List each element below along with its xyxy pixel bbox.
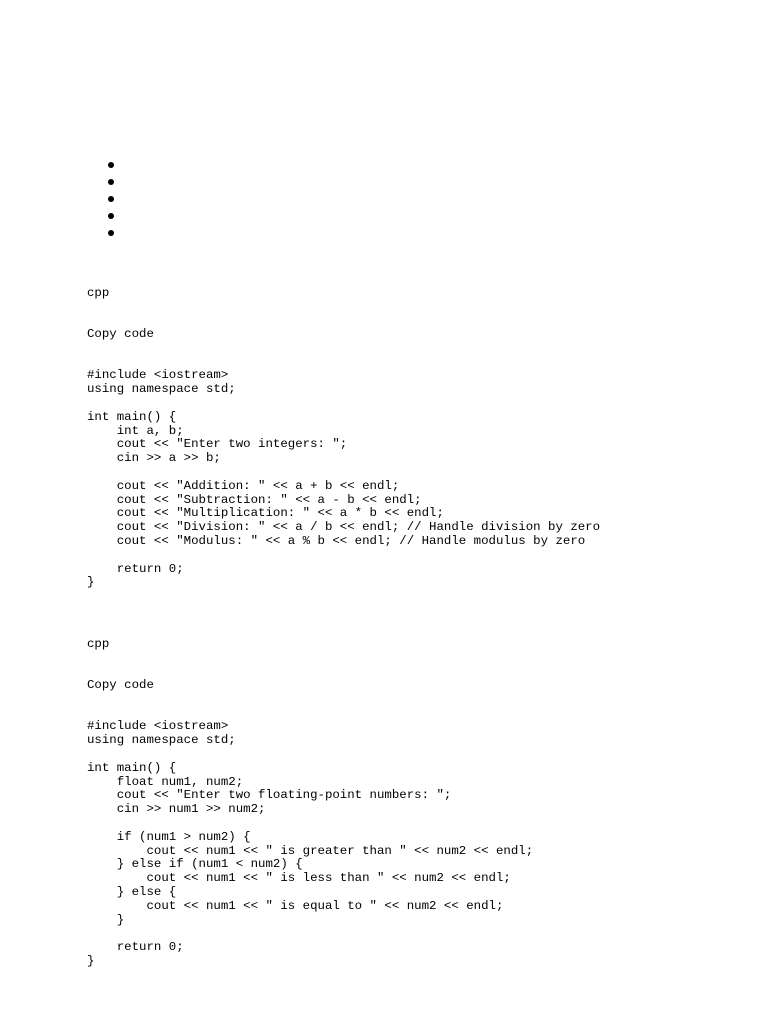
code-line bbox=[87, 466, 600, 480]
empty-bullet-list bbox=[104, 157, 124, 242]
code-line: cout << "Subtraction: " << a - b << endl; bbox=[87, 492, 422, 507]
list-item bbox=[104, 157, 124, 174]
code-line: return 0; bbox=[87, 561, 184, 576]
copy-code-button[interactable]: Copy code bbox=[87, 677, 154, 692]
code-line: #include <iostream> bbox=[87, 368, 229, 383]
list-item bbox=[104, 208, 124, 225]
code-line: cout << "Multiplication: " << a * b << endl; bbox=[87, 506, 444, 521]
code-line: cout << num1 << " is equal to " << num2 << endl; bbox=[87, 898, 504, 913]
code-block-arithmetic bbox=[87, 259, 600, 604]
code-line: if (num1 > num2) { bbox=[87, 829, 251, 844]
code-line: using namespace std; bbox=[87, 382, 236, 397]
code-line: float num1, num2; bbox=[87, 774, 244, 789]
list-item bbox=[104, 191, 124, 208]
code-line bbox=[87, 397, 600, 411]
code-line: return 0; bbox=[87, 940, 184, 955]
code-line: } else if (num1 < num2) { bbox=[87, 857, 303, 872]
code-line: #include <iostream> bbox=[87, 719, 229, 734]
code-line: int main() { bbox=[87, 409, 177, 424]
code-line: } bbox=[87, 953, 95, 968]
code-line: cout << "Modulus: " << a % b << endl; // Handle modulus by zero bbox=[87, 533, 586, 548]
code-line: } else { bbox=[87, 884, 177, 899]
code-line: cout << num1 << " is less than " << num2 << endl; bbox=[87, 871, 511, 886]
code-line bbox=[87, 549, 600, 563]
code-lines bbox=[87, 720, 533, 968]
list-item bbox=[104, 174, 124, 191]
code-line: using namespace std; bbox=[87, 733, 236, 748]
code-lines bbox=[87, 369, 600, 590]
code-line: cout << "Enter two integers: "; bbox=[87, 437, 348, 452]
code-language-label: cpp bbox=[87, 285, 110, 300]
code-line bbox=[87, 748, 533, 762]
code-block-comparison bbox=[87, 610, 533, 983]
code-line: cout << "Enter two floating-point numbers: "; bbox=[87, 788, 452, 803]
copy-code-button[interactable]: Copy code bbox=[87, 326, 154, 341]
list-item bbox=[104, 225, 124, 242]
code-line: } bbox=[87, 912, 125, 927]
code-language-label: cpp bbox=[87, 636, 110, 651]
code-line: cin >> a >> b; bbox=[87, 451, 221, 466]
code-line: cout << "Addition: " << a + b << endl; bbox=[87, 478, 400, 493]
code-line: int main() { bbox=[87, 760, 177, 775]
code-line bbox=[87, 817, 533, 831]
code-line: cout << "Division: " << a / b << endl; // Handle division by zero bbox=[87, 520, 601, 535]
code-line: int a, b; bbox=[87, 423, 184, 438]
code-line: cout << num1 << " is greater than " << num2 << endl; bbox=[87, 843, 534, 858]
code-line: } bbox=[87, 575, 95, 590]
code-line bbox=[87, 927, 533, 941]
code-line: cin >> num1 >> num2; bbox=[87, 802, 266, 817]
